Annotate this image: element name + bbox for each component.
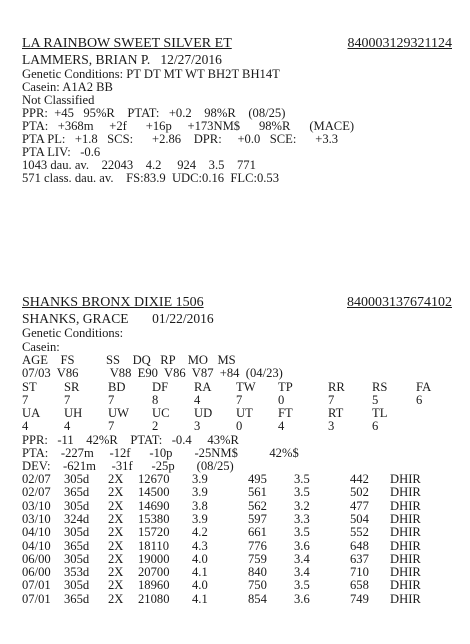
lactation-cell: 749 (350, 591, 369, 606)
linear-trait-label: UH (64, 406, 83, 420)
linear-trait-value: 7 (328, 393, 335, 407)
lactation-cell: 648 (350, 538, 369, 553)
lactation-cell: 4.0 (192, 578, 208, 593)
lactation-cell: 353d (64, 565, 90, 580)
lactation-cell: 840 (248, 565, 267, 580)
record2-age-header: AGE FS SS DQ RP MO MS (22, 353, 236, 367)
record1-pta-line: PTA: +368m +2f +16p +173NM$ 98%R (MACE) (22, 119, 355, 133)
lactation-cell: DHIR (390, 511, 421, 526)
lactation-cell: 365d (64, 591, 90, 606)
lactation-cell: 07/01 (22, 578, 51, 593)
record1-registration-id: 840003129321124 (347, 36, 452, 51)
lactation-cell: 2X (108, 511, 124, 526)
linear-trait-label: SR (64, 380, 80, 394)
linear-trait-value: 3 (328, 419, 335, 433)
linear-trait-label: UT (236, 406, 253, 420)
lactation-cell: 661 (248, 525, 267, 540)
linear-trait-label: BD (108, 380, 126, 394)
lactation-cell: 3.3 (294, 511, 310, 526)
lactation-cell: 2X (108, 551, 124, 566)
record2-pta-line: PTA: -227m -12f -10p -25NM$ 42%$ (22, 446, 299, 460)
lactation-cell: 4.2 (192, 525, 208, 540)
lactation-cell: 305d (64, 551, 90, 566)
lactation-cell: 3.4 (294, 565, 310, 580)
lactation-cell: 06/00 (22, 551, 51, 566)
lactation-cell: 477 (350, 498, 369, 513)
lactation-cell: DHIR (390, 578, 421, 593)
linear-trait-label: DF (152, 380, 169, 394)
linear-trait-value: 7 (64, 393, 71, 407)
lactation-cell: 15720 (138, 525, 170, 540)
linear-trait-label: TW (236, 380, 256, 394)
record1-casein: Casein: A1A2 BB (22, 80, 113, 94)
lactation-cell: DHIR (390, 551, 421, 566)
linear-trait-value: 4 (22, 419, 29, 433)
lactation-cell: 3.6 (294, 538, 310, 553)
lactation-cell: 561 (248, 485, 267, 500)
linear-trait-value: 4 (278, 419, 285, 433)
lactation-cell: 3.9 (192, 472, 208, 486)
lactation-cell: 3.2 (294, 498, 310, 513)
lactation-cell: 305d (64, 525, 90, 540)
linear-trait-value: 7 (22, 393, 29, 407)
linear-trait-label: FT (278, 406, 293, 420)
lactation-cell: 3.9 (192, 511, 208, 526)
lactation-cell: 305d (64, 498, 90, 513)
lactation-cell: 02/07 (22, 472, 51, 486)
lactation-cell: 07/01 (22, 591, 51, 606)
record2-casein: Casein: (22, 340, 60, 354)
record2-registration-id: 840003137674102 (347, 295, 452, 310)
lactation-cell: 14500 (138, 485, 170, 500)
linear-trait-value: 6 (372, 419, 379, 433)
lactation-cell: 4.1 (192, 591, 208, 606)
lactation-cell: 2X (108, 591, 124, 606)
linear-trait-label: ST (22, 380, 37, 394)
lactation-cell: 04/10 (22, 525, 51, 540)
lactation-cell: 14690 (138, 498, 170, 513)
record1-classified-daughter-average: 571 class. dau. av. FS:83.9 UDC:0.16 FLC:0.53 (22, 171, 280, 185)
linear-trait-label: UD (194, 406, 213, 420)
record2-ppr-line: PPR: -11 42%R PTAT: -0.4 43%R (22, 433, 239, 447)
lactation-cell: 2X (108, 485, 124, 500)
linear-trait-label: FA (416, 380, 432, 394)
linear-trait-label: TL (372, 406, 388, 420)
lactation-cell: 2X (108, 498, 124, 513)
linear-trait-value: 8 (152, 393, 159, 407)
linear-trait-label: RT (328, 406, 344, 420)
lactation-cell: 597 (248, 511, 267, 526)
lactation-cell: 442 (350, 472, 369, 486)
lactation-cell: DHIR (390, 498, 421, 513)
lactation-cell: DHIR (390, 525, 421, 540)
linear-trait-label: RS (372, 380, 388, 394)
lactation-cell: 324d (64, 511, 90, 526)
lactation-cell: 2X (108, 578, 124, 593)
linear-trait-label: UA (22, 406, 41, 420)
linear-trait-label: TP (278, 380, 293, 394)
lactation-cell: 4.1 (192, 565, 208, 580)
record1-header (22, 36, 452, 52)
lactation-cell: 3.5 (294, 578, 310, 593)
lactation-cell: 305d (64, 472, 90, 486)
linear-trait-value: 6 (416, 393, 423, 407)
record1-classification: Not Classified (22, 93, 95, 107)
lactation-cell: 365d (64, 485, 90, 500)
lactation-cell: 2X (108, 565, 124, 580)
lactation-cell: DHIR (390, 485, 421, 500)
lactation-cell: 3.5 (294, 525, 310, 540)
lactation-cell: DHIR (390, 591, 421, 606)
lactation-cell: 2X (108, 525, 124, 540)
lactation-cell: 3.6 (294, 591, 310, 606)
lactation-cell: 03/10 (22, 511, 51, 526)
record1-daughter-average: 1043 dau. av. 22043 4.2 924 3.5 771 (22, 158, 256, 172)
linear-trait-value: 7 (236, 393, 243, 407)
linear-trait-label: UC (152, 406, 170, 420)
lactation-cell: 18960 (138, 578, 170, 593)
lactation-cell: 759 (248, 551, 267, 566)
lactation-cell: 21080 (138, 591, 170, 606)
lactation-cell: 06/00 (22, 565, 51, 580)
linear-trait-value: 7 (108, 393, 115, 407)
lactation-cell: DHIR (390, 472, 421, 486)
linear-trait-value: 7 (108, 419, 115, 433)
lactation-cell: 2X (108, 538, 124, 553)
record1-pta-liv-line: PTA LIV: -0.6 (22, 145, 101, 159)
lactation-cell: 854 (248, 591, 267, 606)
lactation-cell: 12670 (138, 472, 170, 486)
linear-trait-label: RA (194, 380, 212, 394)
lactation-cell: 15380 (138, 511, 170, 526)
linear-trait-value: 4 (64, 419, 71, 433)
lactation-cell: 365d (64, 538, 90, 553)
lactation-cell: 495 (248, 472, 267, 486)
lactation-cell: 552 (350, 525, 369, 540)
lactation-cell: 637 (350, 551, 369, 566)
lactation-cell: 4.3 (192, 538, 208, 553)
lactation-cell: 02/07 (22, 485, 51, 500)
linear-trait-value: 5 (372, 393, 379, 407)
lactation-cell: 03/10 (22, 498, 51, 513)
record2-dev-line: DEV: -621m -31f -25p (08/25) (22, 459, 234, 473)
linear-trait-value: 0 (278, 393, 285, 407)
record1-genetic-conditions: Genetic Conditions: PT DT MT WT BH2T BH14T (22, 67, 280, 81)
linear-trait-value: 4 (194, 393, 201, 407)
record2-genetic-conditions: Genetic Conditions: (22, 326, 124, 340)
lactation-cell: 776 (248, 538, 267, 553)
lactation-cell: 502 (350, 485, 369, 500)
linear-trait-value: 0 (236, 419, 243, 433)
lactation-cell: 18110 (138, 538, 170, 553)
lactation-cell: 3.4 (294, 551, 310, 566)
record2-age-values: 07/03 V86 V88 E90 V86 V87 +84 (04/23) (22, 366, 283, 380)
record1-ppr-line: PPR: +45 95%R PTAT: +0.2 98%R (08/25) (22, 106, 286, 120)
record2-owner-date: SHANKS, GRACE 01/22/2016 (22, 311, 214, 326)
lactation-cell: 3.5 (294, 472, 310, 486)
lactation-cell: 3.9 (192, 485, 208, 500)
record1-pta-pl-line: PTA PL: +1.8 SCS: +2.86 DPR: +0.0 SCE: +3.3 (22, 132, 339, 146)
linear-trait-label: RR (328, 380, 345, 394)
lactation-cell: DHIR (390, 565, 421, 580)
lactation-cell: 4.0 (192, 551, 208, 566)
record1-animal-name: LA RAINBOW SWEET SILVER ET (22, 36, 232, 51)
lactation-cell: 710 (350, 565, 369, 580)
lactation-cell: 19000 (138, 551, 170, 566)
lactation-cell: 3.8 (192, 498, 208, 513)
lactation-cell: 2X (108, 472, 124, 486)
linear-trait-value: 3 (194, 419, 201, 433)
lactation-cell: 562 (248, 498, 267, 513)
lactation-cell: 504 (350, 511, 369, 526)
record2-header (22, 295, 452, 311)
lactation-cell: 305d (64, 578, 90, 593)
lactation-cell: 750 (248, 578, 267, 593)
linear-trait-value: 2 (152, 419, 159, 433)
linear-trait-label: UW (108, 406, 129, 420)
lactation-cell: 658 (350, 578, 369, 593)
record1-owner-date: LAMMERS, BRIAN P. 12/27/2016 (22, 52, 222, 67)
lactation-cell: 04/10 (22, 538, 51, 553)
lactation-cell: 3.5 (294, 485, 310, 500)
lactation-cell: DHIR (390, 538, 421, 553)
lactation-cell: 20700 (138, 565, 170, 580)
record2-animal-name: SHANKS BRONX DIXIE 1506 (22, 295, 204, 310)
